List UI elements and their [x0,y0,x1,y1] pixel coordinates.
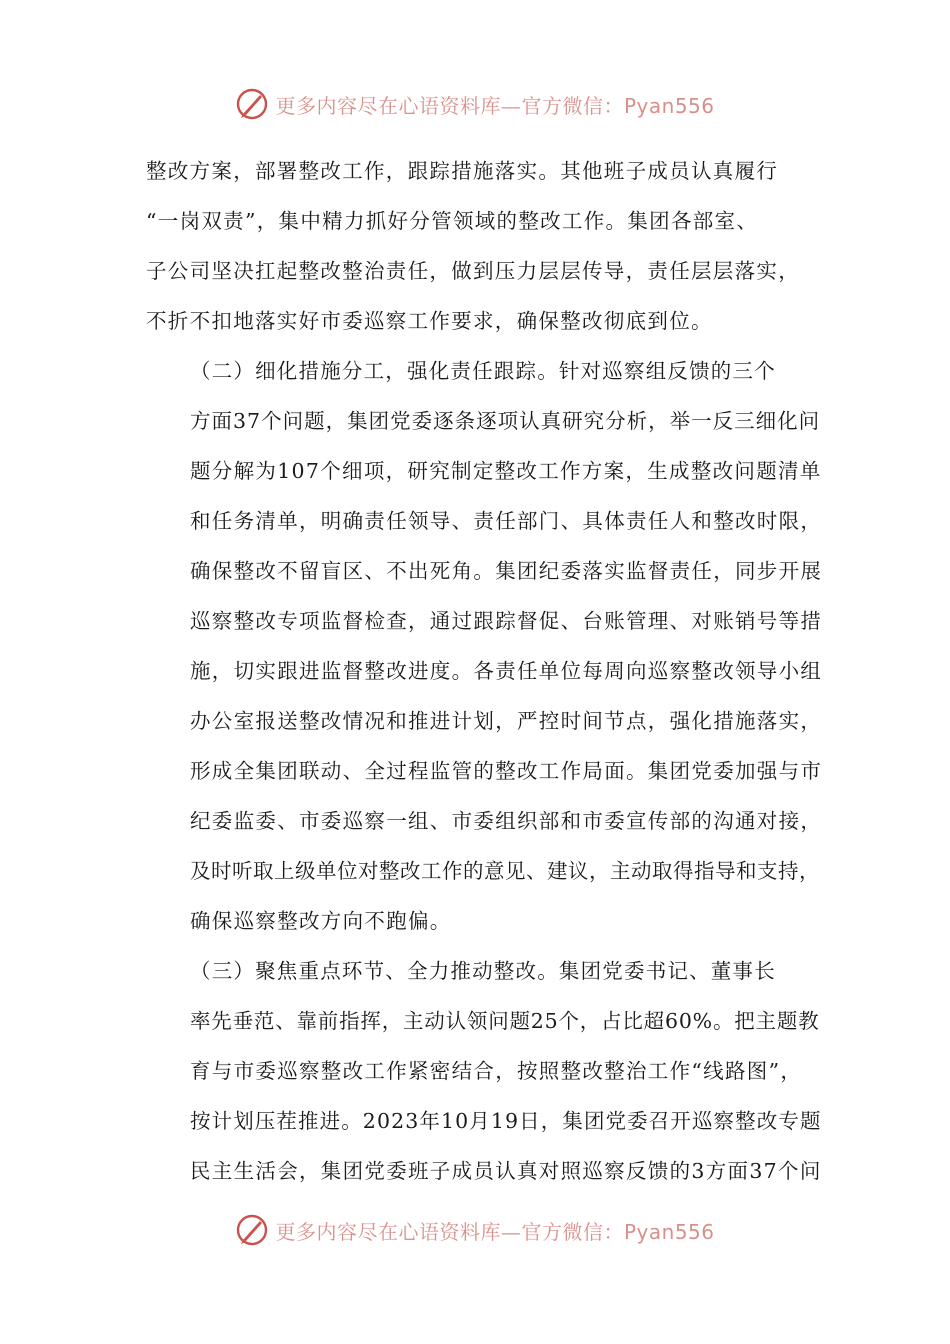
text-line: 及时听取上级单位对整改工作的意见、建议，主动取得指导和支持， [190,859,820,883]
text-line: 确保整改不留盲区、不出死角。集团纪委落实监督责任，同步开展 [190,559,823,583]
text-line: 子公司坚决扛起整改整治责任，做到压力层层传导，责任层层落实， [146,259,800,283]
quill-logo-icon [235,87,269,121]
paragraph [146,146,822,346]
watermark-text: 更多内容尽在心语资料库—官方微信：Pyan556 [275,93,715,118]
text-line: 办公室报送整改情况和推进计划，严控时间节点，强化措施落实， [190,709,823,733]
text-line: 纪委监委、市委巡察一组、市委组织部和市委宣传部的沟通对接， [190,809,823,833]
watermark-text: 更多内容尽在心语资料库—官方微信：Pyan556 [275,1219,715,1244]
text-line: 整改方案，部署整改工作，跟踪措施落实。其他班子成员认真履行 [146,159,779,183]
watermark-footer [0,1210,950,1250]
text-line: 题分解为107个细项，研究制定整改工作方案，生成整改问题清单 [190,459,822,483]
text-line: 按计划压茬推进。2023年10月19日，集团党委召开巡察整改专题 [190,1109,822,1133]
text-line: （二）细化措施分工，强化责任跟踪。针对巡察组反馈的三个 [190,359,776,383]
paragraph [146,946,822,1196]
text-line: 形成全集团联动、全过程监管的整改工作局面。集团党委加强与市 [190,759,823,783]
text-line: 巡察整改专项监督检查，通过跟踪督促、台账管理、对账销号等措 [190,609,823,633]
text-line: 不折不扣地落实好市委巡察工作要求，确保整改彻底到位。 [146,309,713,333]
paragraph [146,346,822,946]
watermark-header [0,84,950,124]
text-line: 民主生活会，集团党委班子成员认真对照巡察反馈的3方面37个问 [190,1159,822,1183]
text-line: “一岗双责”，集中精力抓好分管领域的整改工作。集团各部室、 [146,209,759,233]
quill-logo-icon [235,1213,269,1247]
document-body [146,146,822,1196]
text-line: 育与市委巡察整改工作紧密结合，按照整改整治工作“线路图”， [190,1059,803,1083]
text-line: 施，切实跟进监督整改进度。各责任单位每周向巡察整改领导小组 [190,659,823,683]
text-line: （三）聚焦重点环节、全力推动整改。集团党委书记、董事长 [190,959,776,983]
text-line: 方面37个问题，集团党委逐条逐项认真研究分析，举一反三细化问 [190,409,821,433]
text-line: 和任务清单，明确责任领导、责任部门、具体责任人和整改时限， [190,509,823,533]
text-line: 率先垂范、靠前指挥，主动认领问题25个，占比超60%。把主题教 [190,1009,820,1033]
text-line: 确保巡察整改方向不跑偏。 [190,909,452,933]
